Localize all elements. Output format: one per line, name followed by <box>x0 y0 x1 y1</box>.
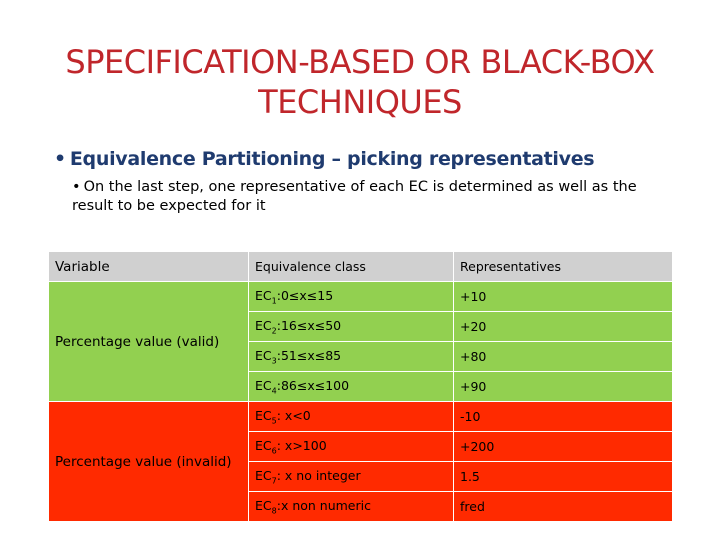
equivalence-class-cell <box>249 342 454 372</box>
equivalence-class-cell <box>249 462 454 492</box>
ec-index: 7 <box>271 476 277 486</box>
variable-cell: Percentage value (invalid) <box>49 402 249 522</box>
bullet-level-2-text: On the last step, one representative of each EC is determined as well as the result to be expected for it <box>72 179 637 214</box>
header-equivalence-class: Equivalence class <box>249 252 454 282</box>
header-variable: Variable <box>49 252 249 282</box>
ec-label: EC <box>255 287 272 303</box>
representative-cell: +10 <box>454 282 673 312</box>
ec-index: 8 <box>271 506 277 516</box>
ec-condition: :51≤x≤85 <box>276 347 342 363</box>
ec-condition: :0≤x≤15 <box>276 287 334 303</box>
ec-condition: : x no integer <box>276 467 361 483</box>
bullet-level-1 <box>54 148 674 170</box>
ec-condition: : x>100 <box>276 437 327 453</box>
equivalence-class-cell <box>249 282 454 312</box>
representative-cell: -10 <box>454 402 673 432</box>
table-header-row <box>49 252 673 282</box>
title-line-2: TECHNIQUES <box>258 83 462 121</box>
variable-cell: Percentage value (valid) <box>49 282 249 402</box>
ec-label: EC <box>255 317 272 333</box>
header-representatives: Representatives <box>454 252 673 282</box>
ec-label: EC <box>255 407 272 423</box>
ec-label: EC <box>255 347 272 363</box>
table-body <box>49 282 673 522</box>
table-row <box>49 402 673 432</box>
ec-label: EC <box>255 467 272 483</box>
title-line-1: SPECIFICATION-BASED OR BLACK-BOX <box>65 43 655 81</box>
ec-label: EC <box>255 377 272 393</box>
bullet-marker: • <box>54 148 66 170</box>
ec-label: EC <box>255 437 272 453</box>
representative-cell: +200 <box>454 432 673 462</box>
ec-condition: :16≤x≤50 <box>276 317 342 333</box>
bullet-level-1-text: Equivalence Partitioning – picking representatives <box>69 148 595 170</box>
ec-index: 3 <box>271 356 277 366</box>
representative-cell: +80 <box>454 342 673 372</box>
ec-index: 1 <box>271 296 277 306</box>
ec-index: 2 <box>271 326 277 336</box>
equivalence-class-cell <box>249 492 454 522</box>
ec-index: 5 <box>271 416 277 426</box>
ec-condition: :x non numeric <box>276 497 371 513</box>
ec-condition: : x<0 <box>276 407 311 423</box>
equivalence-class-cell <box>249 432 454 462</box>
equivalence-class-cell <box>249 402 454 432</box>
representative-cell: fred <box>454 492 673 522</box>
slide-title <box>60 42 660 122</box>
equivalence-class-cell <box>249 372 454 402</box>
ec-index: 6 <box>271 446 277 456</box>
table-row <box>49 282 673 312</box>
representative-cell: +90 <box>454 372 673 402</box>
equivalence-class-table <box>48 251 673 522</box>
ec-label: EC <box>255 497 272 513</box>
bullet-marker: • <box>72 179 81 195</box>
representative-cell: +20 <box>454 312 673 342</box>
equivalence-class-cell <box>249 312 454 342</box>
ec-condition: :86≤x≤100 <box>276 377 350 393</box>
representative-cell: 1.5 <box>454 462 673 492</box>
ec-index: 4 <box>271 386 277 396</box>
bullet-level-2 <box>72 178 682 216</box>
